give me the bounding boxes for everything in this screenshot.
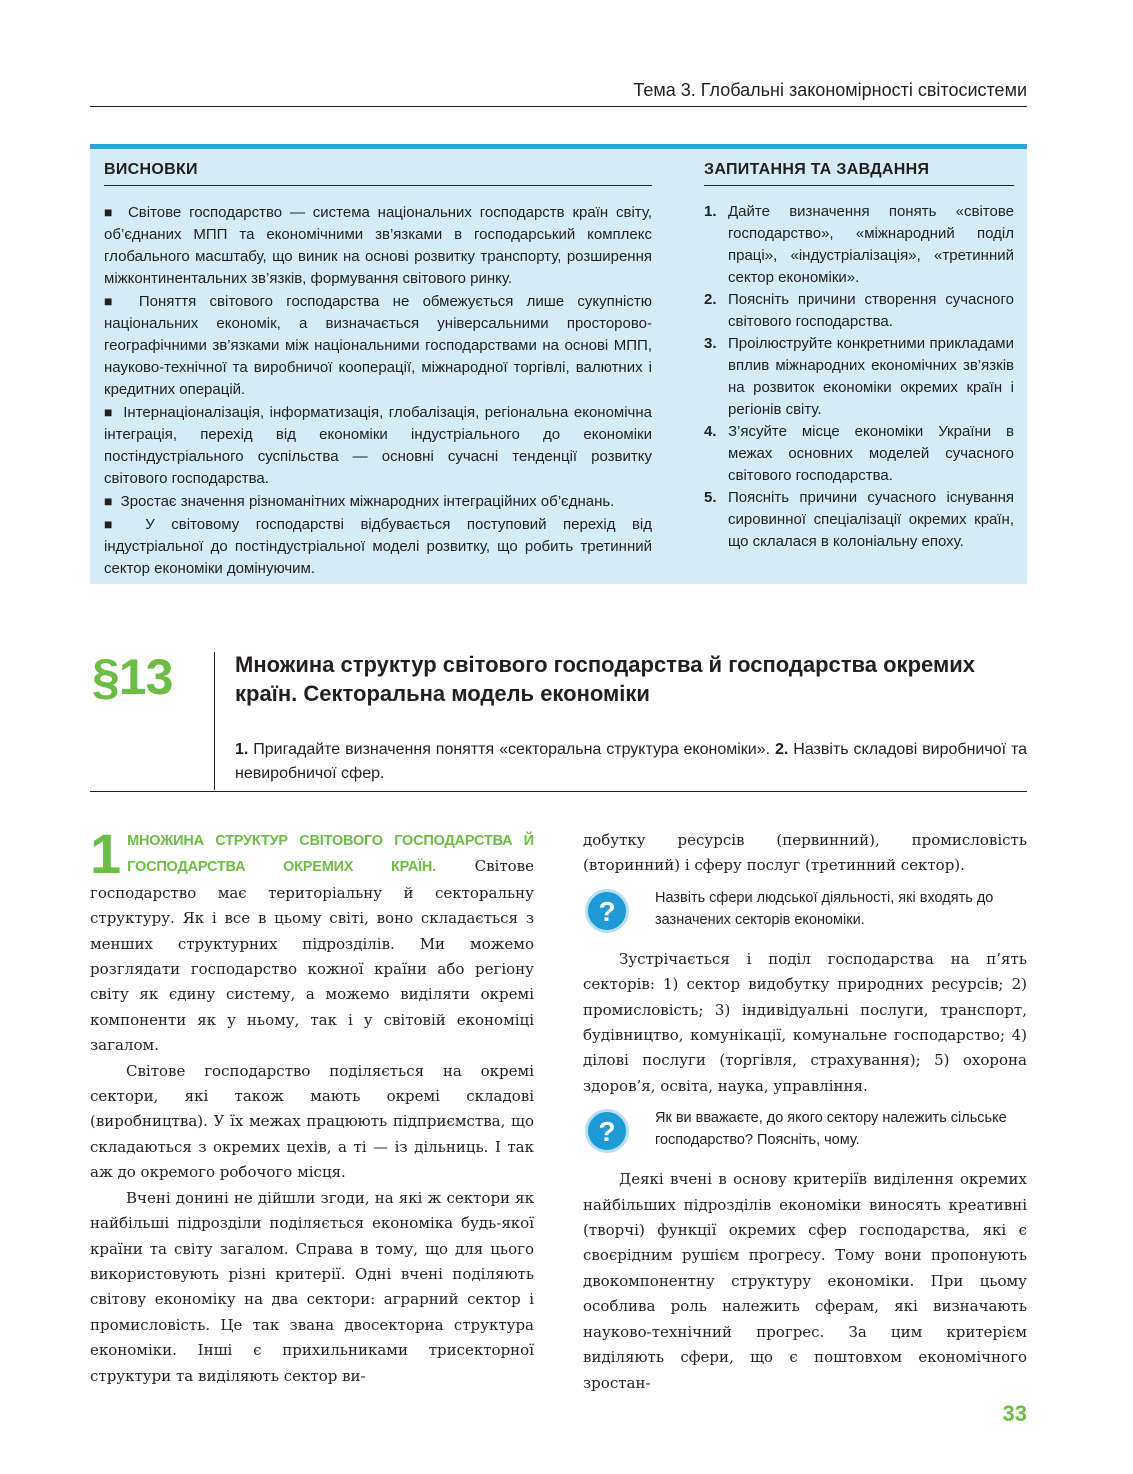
body-paragraph: Світове господарство поділяється на окремі сектори, які також мають окремі складові (виробництва). У їх межах працюють підприємства, що складаються з окремих цехів, а ті — із дільниць. І так аж до окремого робочого місця. xyxy=(90,1061,534,1182)
warmup-task: 1. Пригадайте визначення поняття «секторальна структура економіки». 2. Назвіть складові виробничої та невиробничої сфер. xyxy=(235,741,1027,782)
question-callout xyxy=(583,1107,1027,1157)
question-callout-text: Назвіть сфери людської діяльності, які входять до зазначених секторів економіки. xyxy=(655,889,994,928)
question-item: 1. Дайте визначення понять «світове господарство», «міжнародний поділ праці», «індустріалізація», «третинний сектор економіки». xyxy=(704,203,1014,286)
bullet-square-icon: ■ xyxy=(104,204,117,220)
header-divider xyxy=(90,106,1027,107)
conclusion-item: ■ Світове господарство — система національних господарств країн світу, об’єднаних МПП та економічними зв’язками в господарський комплекс глобального масштабу, що виник на основі розвитку транспорту, розширення міжконтинентальних зв’язків, формування світового ринку. xyxy=(104,204,652,287)
bullet-square-icon: ■ xyxy=(104,404,114,420)
conclusion-item: ■ Інтернаціоналізація, інформатизація, глобалізація, регіональна економічна інтеграція, перехід від економіки індустріального до економіки постіндустріального суспільства — основні сучасні тенденції розвитку світового господарства. xyxy=(104,404,652,487)
question-item: 3. Проілюструйте конкретними прикладами вплив міжнародних економічних зв’язків на розвиток економіки окремих країн і регіонів світу. xyxy=(704,335,1014,418)
question-callout-text: Як ви вважаєте, до якого сектору належить сільське господарство? Поясніть, чому. xyxy=(655,1110,1007,1149)
question-item: 2. Поясніть причини створення сучасного світового господарства. xyxy=(704,291,1014,330)
body-paragraph: 1 МНОЖИНА СТРУКТУР СВІТОВОГО ГОСПОДАРСТВА Й ГОСПОДАРСТВА ОКРЕМИХ КРАЇН. Світове господарство має територіальну й секторальну структуру. Як і все в цьому світі, воно складається з менших структурних підрозділів. Ми можемо розглядати господарство кожної країни або регіону світу як єдину систему, а можемо виділяти окремі компоненти як у ньому, так і у світовій економіці загалом. xyxy=(90,822,535,1055)
paragraph-rule xyxy=(90,791,1027,792)
question-callout xyxy=(583,887,1027,937)
running-header: Тема 3. Глобальні закономірності світосистеми xyxy=(633,80,1027,100)
page-number: 33 xyxy=(1002,1401,1027,1426)
body-column-right xyxy=(583,828,1027,1396)
svg-text:?: ? xyxy=(598,896,616,925)
question-item: 4. З’ясуйте місце економіки України в межах основних моделей сучасного світового господарства. xyxy=(704,423,1014,484)
question-mark-icon xyxy=(585,889,629,933)
conclusion-item: ■ Поняття світового господарства не обмежується лише сукупністю національних економік, а визначається універсальними просторово-географічними зв’язками між національними господарствами на основі МПП, науково-технічної та виробничої кооперації, міжнародної торгівлі, валютних і кредитних операцій. xyxy=(104,293,652,398)
svg-text:?: ? xyxy=(598,1117,616,1146)
conclusion-item: ■ У світовому господарстві відбувається поступовий перехід від індустріальної до постіндустріальної моделі розвитку, що робить третинний сектор економіки домінуючим. xyxy=(104,516,652,577)
body-column-left xyxy=(90,822,535,1389)
paragraph-number: §13 xyxy=(92,649,173,705)
body-paragraph: Зустрічається і поділ господарства на п’ять секторів: 1) сектор видобутку природних ресурсів; 2) промисловість; 3) індивідуальні послуги, транспорт, будівництво, комунікації, комунальне господарство; 4) ділові послуги (торгівля, страхування); 5) охорона здоров’я, освіта, наука, управління. xyxy=(583,949,1027,1095)
conclusions-heading: ВИСНОВКИ xyxy=(104,161,198,178)
conclusions-heading-rule xyxy=(104,185,652,186)
body-paragraph: Вчені донині не дійшли згоди, на які ж сектори як найбільші підрозділи поділяється економіка будь-якої країни та світу загалом. Справа в тому, що для цього використовують різні критерії. Одні вчені поділяють світову економіку на два сектори: аграрний сектор і промисловість. Це так звана двосекторна структура економіки. Інші є прихильниками трисекторної структури та виділяють сектор ви- xyxy=(90,1188,534,1385)
bullet-square-icon: ■ xyxy=(104,493,113,509)
conclusion-item: ■ Зростає значення різноманітних міжнародних інтеграційних об’єднань. xyxy=(104,493,615,510)
conclusions-list xyxy=(104,201,652,580)
body-paragraph: добутку ресурсів (первинний), промисловість (вторинний) і сферу послуг (третинний сектор). xyxy=(583,831,1027,875)
question-item: 5. Поясніть причини сучасного існування сировинної спеціалізації окремих країн, що склалася в колоніальну епоху. xyxy=(704,489,1014,550)
body-paragraph: Деякі вчені в основу критеріїв виділення окремих найбільших підрозділів економіки виносять креативні (творчі) функції окремих сфер господарства, які є своєрідним рушієм прогресу. Тому вони пропонують двокомпонентну структуру економіки. При цьому особлива роль належить сферам, які визначають науково-технічний прогрес. За цим критерієм виділяють сфери, що є поштовхом економічного зростан- xyxy=(583,1170,1027,1392)
bullet-square-icon: ■ xyxy=(104,516,125,532)
question-mark-icon xyxy=(585,1109,629,1153)
section-drop-number: 1 xyxy=(90,822,122,885)
section-heading: МНОЖИНА СТРУКТУР СВІТОВОГО ГОСПОДАРСТВА Й ГОСПОДАРСТВА ОКРЕМИХ КРАЇН. xyxy=(127,833,534,876)
paragraph-title: Множина структур світового господарства й господарства окремих країн. Секторальна модель економіки xyxy=(235,652,975,706)
bullet-square-icon: ■ xyxy=(104,293,122,309)
questions-heading-rule xyxy=(704,185,1014,186)
questions-list xyxy=(704,201,1014,553)
paragraph-divider xyxy=(214,652,215,790)
summary-box xyxy=(90,144,1027,584)
questions-heading: ЗАПИТАННЯ ТА ЗАВДАННЯ xyxy=(704,161,930,178)
